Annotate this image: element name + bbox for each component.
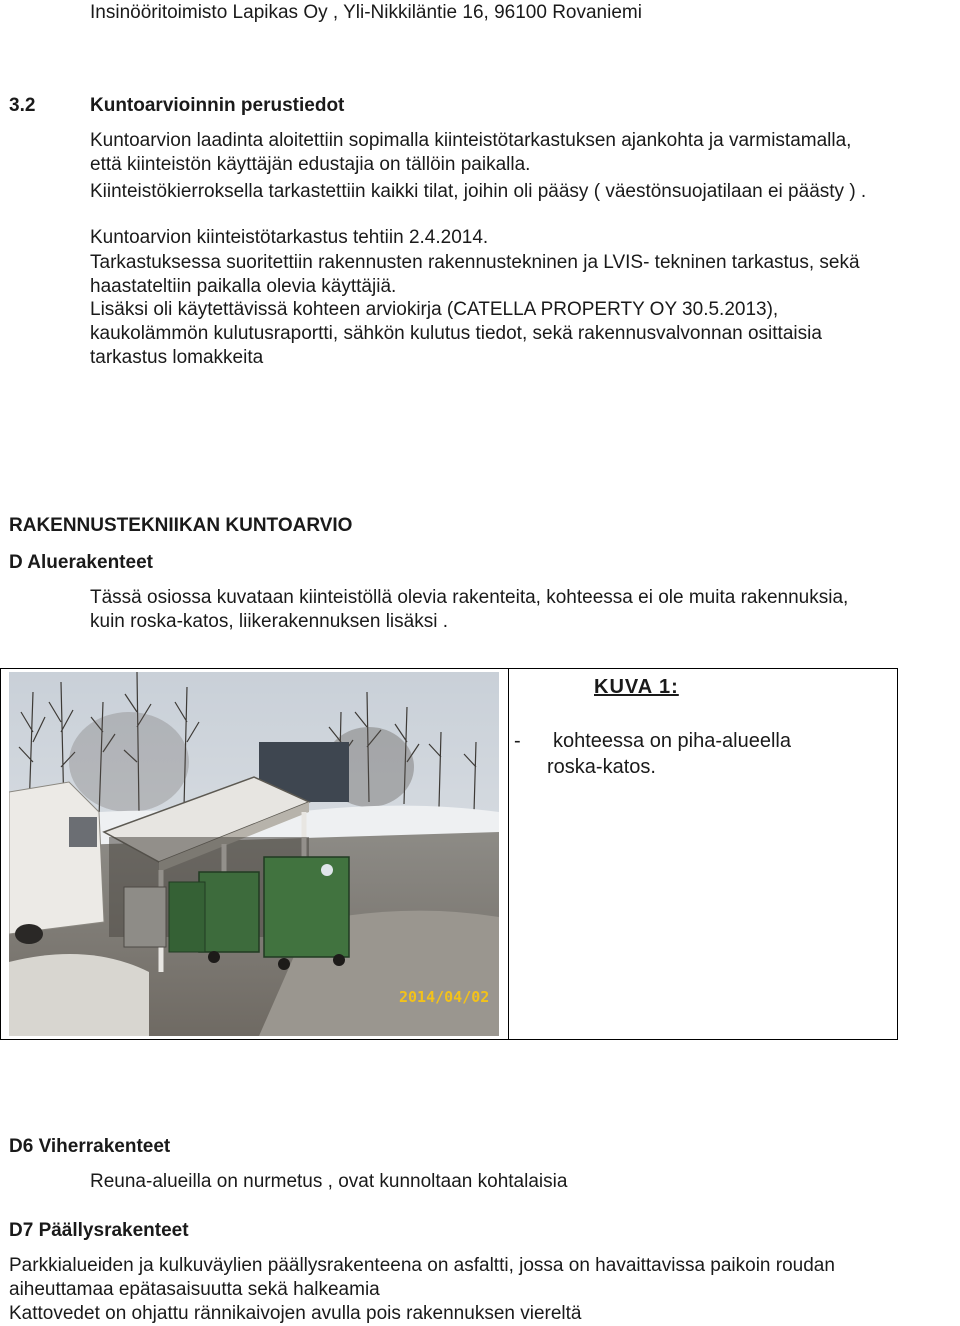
d7-line: aiheuttamaa epätasaisuutta sekä halkeamia xyxy=(9,1279,380,1300)
section-line: kaukolämmön kulutusraportti, sähkön kulutus tiedot, sekä rakennusvalvonnan osittaisia xyxy=(90,323,822,344)
page-header: Insinööritoimisto Lapikas Oy , Yli-Nikkiläntie 16, 96100 Rovaniemi xyxy=(90,2,642,23)
d7-line: Kattovedet on ohjattu rännikaivojen avulla pois rakennuksen viereltä xyxy=(9,1303,582,1324)
subsection-line: Tässä osiossa kuvataan kiinteistöllä olevia rakenteita, kohteessa ei ole muita rakennuksia, xyxy=(90,587,849,608)
subsection-line: kuin roska-katos, liikerakennuksen lisäksi . xyxy=(90,611,448,632)
section-line: Lisäksi oli käytettävissä kohteen arviokirja (CATELLA PROPERTY OY 30.5.2013), xyxy=(90,299,779,320)
d6-text: Reuna-alueilla on nurmetus , ovat kunnoltaan kohtalaisia xyxy=(90,1171,568,1192)
section-line: että kiinteistön käyttäjän edustajia on tällöin paikalla. xyxy=(90,154,531,175)
figure-caption-line2: roska-katos. xyxy=(547,756,656,778)
figure-dash: - xyxy=(514,730,521,752)
photo-waste-shelter xyxy=(9,672,499,1036)
section-line: Kiinteistökierroksella tarkastettiin kaikki tilat, joihin oli pääsy ( väestönsuojatilaan ei päästy ) . xyxy=(90,181,867,202)
figure-title: KUVA 1: xyxy=(594,676,679,698)
figure-divider xyxy=(508,668,509,1040)
d7-line: Parkkialueiden ja kulkuväylien päällysrakenteena on asfaltti, jossa on havaittavissa paikoin roudan xyxy=(9,1255,835,1276)
section-line: Tarkastuksessa suoritettiin rakennusten rakennustekninen ja LVIS- tekninen tarkastus, sekä xyxy=(90,252,860,273)
section-title: Kuntoarvioinnin perustiedot xyxy=(90,95,345,116)
section-line: Kuntoarvion kiinteistötarkastus tehtiin 2.4.2014. xyxy=(90,227,489,248)
section-line: haastateltiin paikalla olevia käyttäjiä. xyxy=(90,276,397,297)
section-line: Kuntoarvion laadinta aloitettiin sopimalla kiinteistötarkastuksen ajankohta ja varmistamalla, xyxy=(90,130,852,151)
photo-date-stamp: 2014/04/02 xyxy=(399,988,490,1006)
section-number: 3.2 xyxy=(9,95,36,116)
figure-caption-line1: kohteessa on piha-alueella xyxy=(553,730,791,752)
d7-title: D7 Päällysrakenteet xyxy=(9,1220,189,1241)
subsection-title: D Aluerakenteet xyxy=(9,552,153,573)
section-line: tarkastus lomakkeita xyxy=(90,347,264,368)
d6-title: D6 Viherrakenteet xyxy=(9,1136,171,1157)
main-heading: RAKENNUSTEKNIIKAN KUNTOARVIO xyxy=(9,515,353,536)
